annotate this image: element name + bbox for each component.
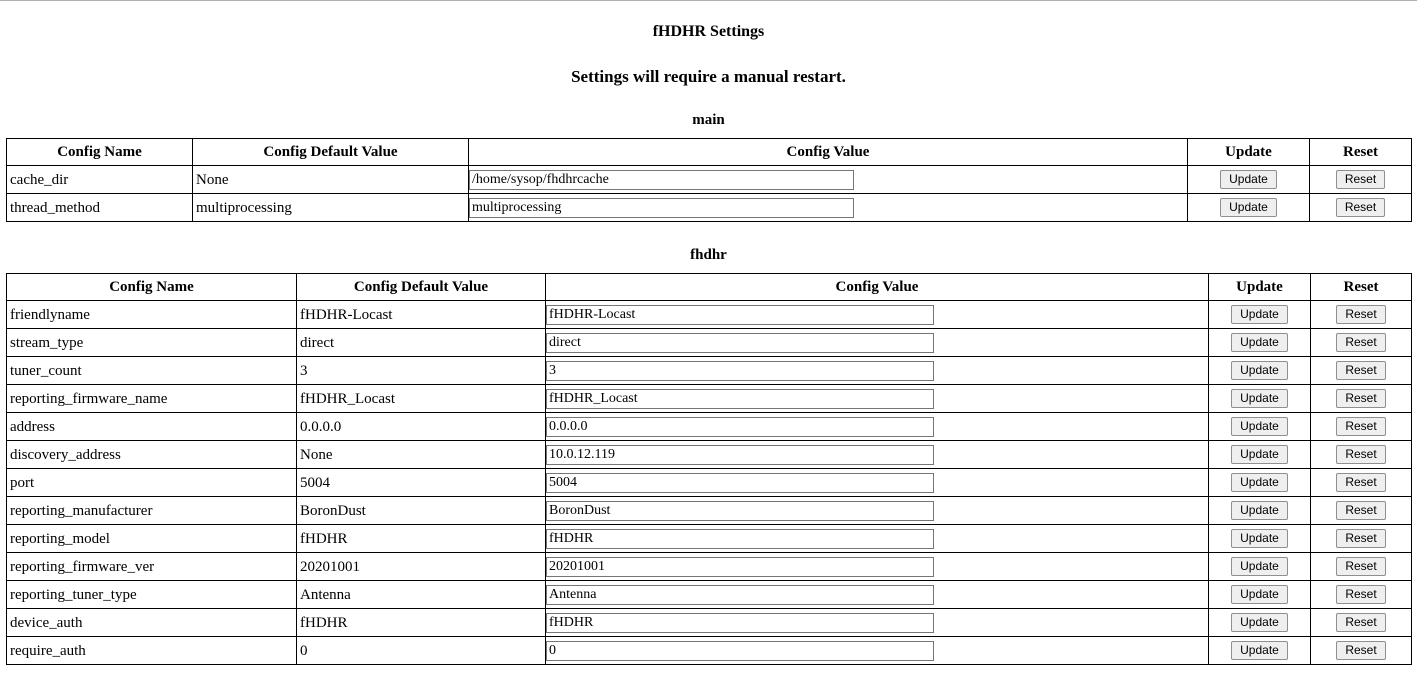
config-value-input[interactable] xyxy=(546,305,934,325)
update-button[interactable]: Update xyxy=(1220,170,1277,189)
table-body-fhdhr xyxy=(7,301,1412,665)
config-default-cell: fHDHR xyxy=(297,525,546,553)
config-name-cell: cache_dir xyxy=(7,166,193,194)
table-row xyxy=(7,166,1412,194)
reset-button[interactable]: Reset xyxy=(1336,641,1385,660)
config-name-cell: reporting_firmware_ver xyxy=(7,553,297,581)
reset-button[interactable]: Reset xyxy=(1336,361,1385,380)
header-reset: Reset xyxy=(1311,274,1412,301)
config-value-cell xyxy=(546,329,1209,357)
config-value-input[interactable] xyxy=(546,529,934,549)
update-cell xyxy=(1209,301,1311,329)
config-value-input[interactable] xyxy=(546,585,934,605)
reset-cell xyxy=(1311,609,1412,637)
table-row xyxy=(7,497,1412,525)
config-value-input[interactable] xyxy=(546,641,934,661)
table-row xyxy=(7,329,1412,357)
config-value-cell xyxy=(546,581,1209,609)
config-value-input[interactable] xyxy=(546,613,934,633)
config-value-cell xyxy=(546,497,1209,525)
update-button[interactable]: Update xyxy=(1231,557,1288,576)
table-row xyxy=(7,357,1412,385)
update-cell xyxy=(1209,497,1311,525)
config-name-cell: port xyxy=(7,469,297,497)
config-default-cell: None xyxy=(193,166,469,194)
header-config-name: Config Name xyxy=(7,274,297,301)
config-value-input[interactable] xyxy=(546,473,934,493)
table-header-row xyxy=(7,139,1412,166)
config-name-cell: friendlyname xyxy=(7,301,297,329)
config-name-cell: reporting_manufacturer xyxy=(7,497,297,525)
config-name-cell: address xyxy=(7,413,297,441)
reset-cell xyxy=(1311,469,1412,497)
reset-button[interactable]: Reset xyxy=(1336,445,1385,464)
reset-button[interactable]: Reset xyxy=(1336,529,1385,548)
config-name-cell: stream_type xyxy=(7,329,297,357)
update-cell xyxy=(1209,357,1311,385)
config-value-cell xyxy=(546,525,1209,553)
config-default-cell: BoronDust xyxy=(297,497,546,525)
update-cell xyxy=(1209,329,1311,357)
update-button[interactable]: Update xyxy=(1231,585,1288,604)
config-value-input[interactable] xyxy=(546,557,934,577)
update-button[interactable]: Update xyxy=(1231,389,1288,408)
config-name-cell: reporting_model xyxy=(7,525,297,553)
reset-button[interactable]: Reset xyxy=(1336,585,1385,604)
table-header-row xyxy=(7,274,1412,301)
update-button[interactable]: Update xyxy=(1231,613,1288,632)
update-cell xyxy=(1209,469,1311,497)
update-button[interactable]: Update xyxy=(1231,361,1288,380)
table-row xyxy=(7,385,1412,413)
config-name-cell: tuner_count xyxy=(7,357,297,385)
reset-cell xyxy=(1311,301,1412,329)
reset-cell xyxy=(1311,441,1412,469)
update-button[interactable]: Update xyxy=(1231,333,1288,352)
config-value-cell xyxy=(546,301,1209,329)
update-button[interactable]: Update xyxy=(1231,501,1288,520)
config-default-cell: Antenna xyxy=(297,581,546,609)
config-default-cell: 5004 xyxy=(297,469,546,497)
table-row xyxy=(7,525,1412,553)
table-row xyxy=(7,441,1412,469)
table-row xyxy=(7,301,1412,329)
config-value-cell xyxy=(546,385,1209,413)
settings-page xyxy=(0,23,1417,665)
config-value-cell xyxy=(469,194,1188,222)
reset-cell xyxy=(1311,357,1412,385)
table-row xyxy=(7,637,1412,665)
reset-button[interactable]: Reset xyxy=(1336,305,1385,324)
reset-cell xyxy=(1311,385,1412,413)
config-name-cell: require_auth xyxy=(7,637,297,665)
reset-cell xyxy=(1311,497,1412,525)
config-default-cell: 0 xyxy=(297,637,546,665)
update-cell xyxy=(1209,637,1311,665)
update-cell xyxy=(1188,166,1310,194)
config-default-cell: None xyxy=(297,441,546,469)
config-name-cell: device_auth xyxy=(7,609,297,637)
config-value-cell xyxy=(546,413,1209,441)
reset-button[interactable]: Reset xyxy=(1336,333,1385,352)
header-reset: Reset xyxy=(1310,139,1412,166)
config-value-cell xyxy=(546,637,1209,665)
update-button[interactable]: Update xyxy=(1231,305,1288,324)
config-name-cell: reporting_tuner_type xyxy=(7,581,297,609)
config-value-cell xyxy=(546,609,1209,637)
config-default-cell: fHDHR-Locast xyxy=(297,301,546,329)
config-value-input[interactable] xyxy=(546,389,934,409)
settings-table-main xyxy=(6,138,1412,222)
config-name-cell: reporting_firmware_name xyxy=(7,385,297,413)
config-value-cell xyxy=(546,553,1209,581)
header-config-name: Config Name xyxy=(7,139,193,166)
table-body-main xyxy=(7,166,1412,222)
settings-table-fhdhr xyxy=(6,273,1412,665)
table-row xyxy=(7,553,1412,581)
reset-button[interactable]: Reset xyxy=(1336,501,1385,520)
config-default-cell: fHDHR xyxy=(297,609,546,637)
reset-button[interactable]: Reset xyxy=(1336,473,1385,492)
reset-button[interactable]: Reset xyxy=(1336,613,1385,632)
config-value-input[interactable] xyxy=(546,333,934,353)
restart-notice: Settings will require a manual restart. xyxy=(571,67,846,86)
config-value-input[interactable] xyxy=(469,198,854,218)
update-button[interactable]: Update xyxy=(1231,473,1288,492)
reset-cell xyxy=(1311,553,1412,581)
config-name-cell: thread_method xyxy=(7,194,193,222)
update-button[interactable]: Update xyxy=(1220,198,1277,217)
reset-cell xyxy=(1311,637,1412,665)
header-update: Update xyxy=(1188,139,1310,166)
section-title-fhdhr: fhdhr xyxy=(690,247,727,263)
update-cell xyxy=(1209,553,1311,581)
update-button[interactable]: Update xyxy=(1231,445,1288,464)
config-default-cell: 20201001 xyxy=(297,553,546,581)
reset-button[interactable]: Reset xyxy=(1336,557,1385,576)
reset-cell xyxy=(1310,166,1412,194)
header-config-default: Config Default Value xyxy=(297,274,546,301)
config-value-input[interactable] xyxy=(546,417,934,437)
table-row xyxy=(7,194,1412,222)
table-row xyxy=(7,469,1412,497)
update-cell xyxy=(1209,413,1311,441)
config-value-cell xyxy=(546,469,1209,497)
config-value-cell xyxy=(546,441,1209,469)
table-row xyxy=(7,581,1412,609)
header-config-default: Config Default Value xyxy=(193,139,469,166)
update-cell xyxy=(1209,581,1311,609)
config-default-cell: 0.0.0.0 xyxy=(297,413,546,441)
config-value-input[interactable] xyxy=(469,170,854,190)
reset-cell xyxy=(1311,329,1412,357)
reset-button[interactable]: Reset xyxy=(1336,417,1385,436)
header-config-value: Config Value xyxy=(546,274,1209,301)
config-value-cell xyxy=(546,357,1209,385)
page-title: fHDHR Settings xyxy=(652,23,765,40)
update-cell xyxy=(1209,609,1311,637)
update-cell xyxy=(1209,385,1311,413)
reset-button[interactable]: Reset xyxy=(1336,198,1385,217)
config-default-cell: 3 xyxy=(297,357,546,385)
header-config-value: Config Value xyxy=(469,139,1188,166)
update-cell xyxy=(1188,194,1310,222)
config-name-cell: discovery_address xyxy=(7,441,297,469)
reset-button[interactable]: Reset xyxy=(1336,389,1385,408)
config-default-cell: direct xyxy=(297,329,546,357)
update-cell xyxy=(1209,525,1311,553)
table-row xyxy=(7,413,1412,441)
config-value-input[interactable] xyxy=(546,445,934,465)
update-button[interactable]: Update xyxy=(1231,529,1288,548)
reset-cell xyxy=(1310,194,1412,222)
section-title-main: main xyxy=(692,112,725,128)
update-button[interactable]: Update xyxy=(1231,417,1288,436)
reset-cell xyxy=(1311,581,1412,609)
table-row xyxy=(7,609,1412,637)
config-value-input[interactable] xyxy=(546,361,934,381)
update-cell xyxy=(1209,441,1311,469)
config-value-cell xyxy=(469,166,1188,194)
reset-cell xyxy=(1311,413,1412,441)
config-value-input[interactable] xyxy=(546,501,934,521)
header-update: Update xyxy=(1209,274,1311,301)
reset-cell xyxy=(1311,525,1412,553)
top-divider xyxy=(0,0,1417,1)
config-default-cell: fHDHR_Locast xyxy=(297,385,546,413)
config-default-cell: multiprocessing xyxy=(193,194,469,222)
reset-button[interactable]: Reset xyxy=(1336,170,1385,189)
update-button[interactable]: Update xyxy=(1231,641,1288,660)
